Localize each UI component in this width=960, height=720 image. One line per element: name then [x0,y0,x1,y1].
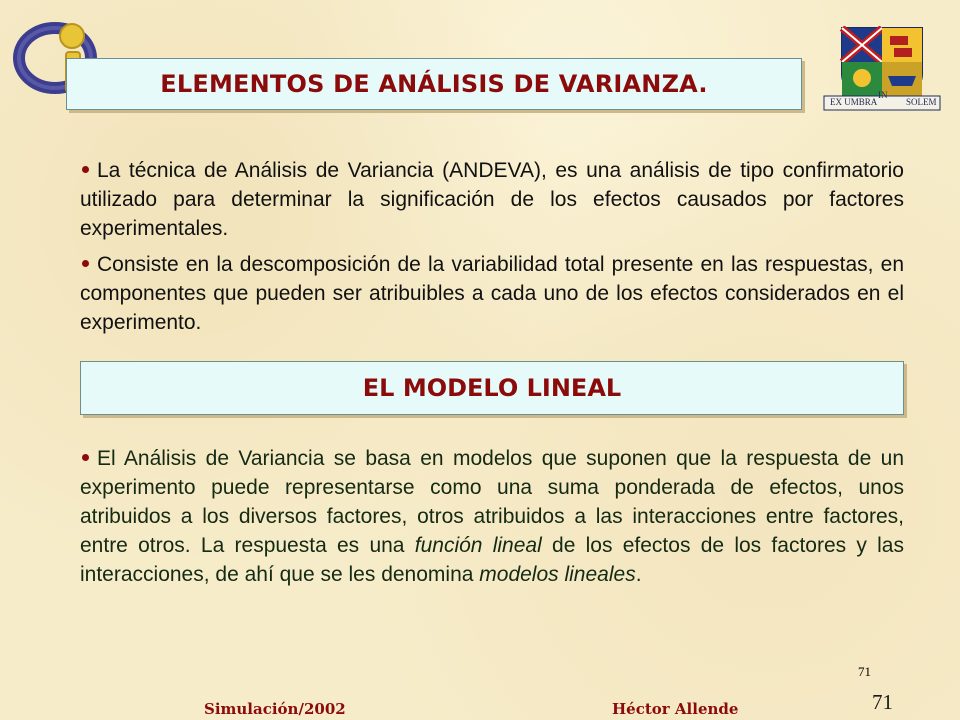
bullet-icon [82,260,89,267]
paragraph-linear-model [80,444,904,589]
page-number-large: 71 [872,690,893,714]
bullet-icon [82,166,89,173]
section-box [80,361,904,415]
page-title: ELEMENTOS DE ANÁLISIS DE VARIANZA. [160,70,708,98]
paragraph-decomposition [80,250,904,337]
footer-course: Simulación/2002 [204,700,346,718]
page-number-small: 71 [858,664,871,679]
model-text-part3: . [635,563,642,586]
model-text-italic2: modelos lineales [479,563,636,586]
motto-left: EX UMBRA [830,97,878,107]
model-text-italic1: función lineal [414,534,542,557]
motto-mid: IN [878,90,888,100]
paragraph-anova-definition [80,156,904,243]
footer-author: Héctor Allende [612,700,739,718]
paragraph-text: Consiste en la descomposición de la variabilidad total presente en las respuestas, en componentes que pueden ser atribuibles a cada uno de los efectos considerados en el experimento. [80,253,904,334]
section-title: EL MODELO LINEAL [362,374,622,402]
model-text-part2: de los efectos de los factores y las interacciones, de ahí que se les denomina [80,534,904,586]
bullet-icon [82,454,89,461]
paragraph-text: La técnica de Análisis de Variancia (ANDEVA), es una análisis de tipo confirmatorio utilizado para determinar la significación de los efectos causados por factores experimentales. [80,159,904,240]
title-box [66,58,802,110]
motto-right: SOLEM [906,97,937,107]
coat-of-arms-icon [822,26,942,112]
model-text-part1: El Análisis de Variancia se basa en modelos que suponen que la respuesta de un experimento puede representarse como una suma ponderada de efectos, unos atribuidos a los diversos factores, otros atribuidos a las interacciones entre factores, entre otros. La respuesta es una [80,447,904,557]
